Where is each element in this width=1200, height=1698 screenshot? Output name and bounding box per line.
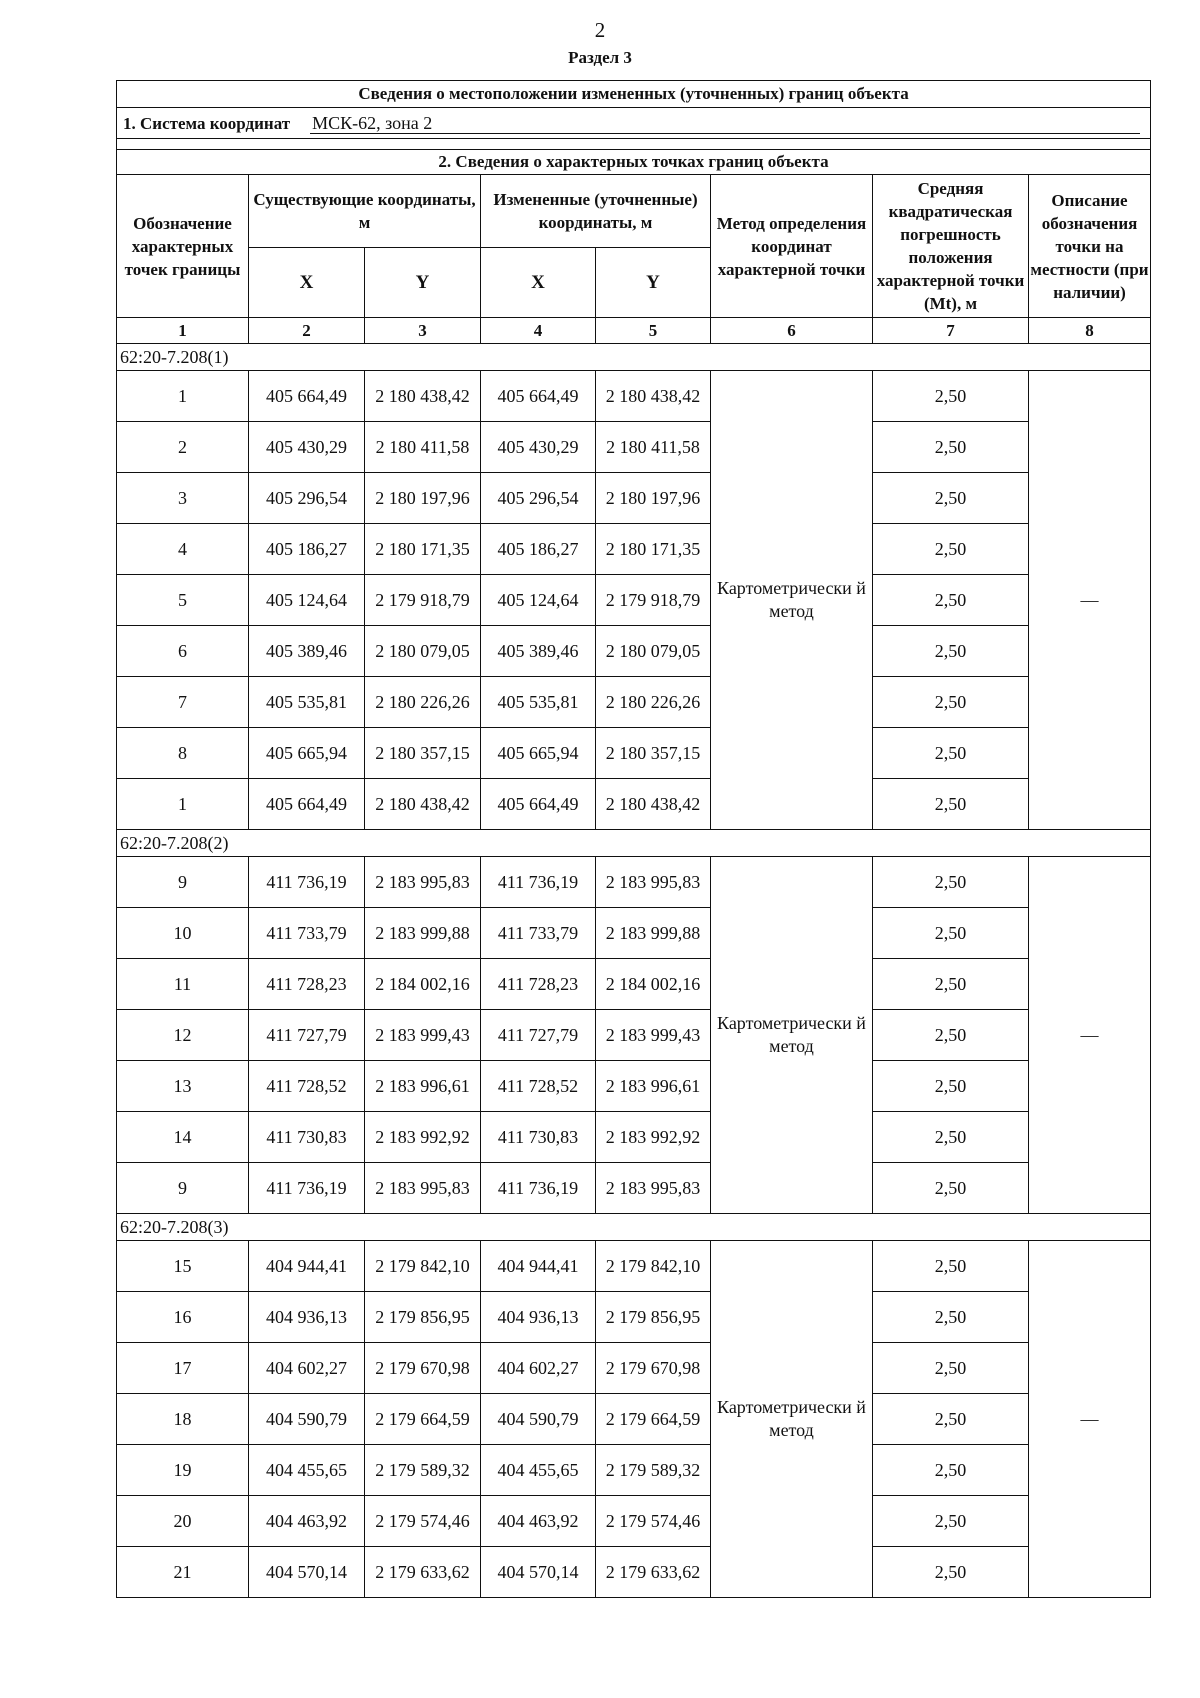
existing-x: 405 535,81 <box>249 677 365 728</box>
mean-square-error: 2,50 <box>873 1163 1029 1214</box>
changed-x: 404 570,14 <box>481 1547 596 1598</box>
point-number: 14 <box>117 1112 249 1163</box>
mean-square-error: 2,50 <box>873 1547 1029 1598</box>
point-number: 18 <box>117 1394 249 1445</box>
changed-y: 2 180 197,96 <box>596 473 711 524</box>
column-number: 3 <box>365 318 481 344</box>
existing-y: 2 180 226,26 <box>365 677 481 728</box>
mean-square-error: 2,50 <box>873 473 1029 524</box>
coordinate-system-value: МСК-62, зона 2 <box>310 113 1140 134</box>
header-existing-y: Y <box>365 248 481 318</box>
table-row <box>117 1292 1151 1343</box>
column-number: 1 <box>117 318 249 344</box>
existing-y: 2 183 996,61 <box>365 1061 481 1112</box>
table-row <box>117 677 1151 728</box>
point-number: 4 <box>117 524 249 575</box>
table-title: Сведения о местоположении измененных (уточненных) границ объекта <box>117 81 1151 108</box>
changed-y: 2 179 589,32 <box>596 1445 711 1496</box>
existing-y: 2 183 995,83 <box>365 857 481 908</box>
method-cell: Картометрически й метод <box>711 371 873 830</box>
existing-y: 2 180 079,05 <box>365 626 481 677</box>
column-number: 7 <box>873 318 1029 344</box>
point-number: 20 <box>117 1496 249 1547</box>
mean-square-error: 2,50 <box>873 371 1029 422</box>
existing-x: 411 727,79 <box>249 1010 365 1061</box>
changed-x: 404 944,41 <box>481 1241 596 1292</box>
existing-y: 2 183 999,88 <box>365 908 481 959</box>
changed-x: 411 727,79 <box>481 1010 596 1061</box>
changed-y: 2 180 357,15 <box>596 728 711 779</box>
changed-y: 2 180 226,26 <box>596 677 711 728</box>
mean-square-error: 2,50 <box>873 908 1029 959</box>
table-row <box>117 422 1151 473</box>
mean-square-error: 2,50 <box>873 626 1029 677</box>
existing-y: 2 183 999,43 <box>365 1010 481 1061</box>
point-number: 10 <box>117 908 249 959</box>
header-changed-y: Y <box>596 248 711 318</box>
header-point-designation: Обозначение характерных точек границы <box>117 175 249 318</box>
changed-y: 2 180 438,42 <box>596 779 711 830</box>
header-existing-x: X <box>249 248 365 318</box>
changed-y: 2 183 995,83 <box>596 857 711 908</box>
table-row <box>117 1343 1151 1394</box>
points-title: 2. Сведения о характерных точках границ объекта <box>117 150 1151 175</box>
table-row <box>117 371 1151 422</box>
changed-x: 404 590,79 <box>481 1394 596 1445</box>
changed-x: 411 736,19 <box>481 857 596 908</box>
point-number: 8 <box>117 728 249 779</box>
changed-y: 2 180 438,42 <box>596 371 711 422</box>
existing-x: 405 665,94 <box>249 728 365 779</box>
mean-square-error: 2,50 <box>873 1061 1029 1112</box>
existing-x: 411 736,19 <box>249 857 365 908</box>
table-row <box>117 1547 1151 1598</box>
table-row <box>117 575 1151 626</box>
table-row <box>117 1241 1151 1292</box>
spacer-row <box>117 139 1151 150</box>
existing-x: 404 455,65 <box>249 1445 365 1496</box>
existing-x: 405 664,49 <box>249 779 365 830</box>
table-row <box>117 908 1151 959</box>
column-number: 2 <box>249 318 365 344</box>
coordinates-table <box>116 80 1151 1598</box>
table-row <box>117 473 1151 524</box>
existing-y: 2 180 357,15 <box>365 728 481 779</box>
changed-x: 405 430,29 <box>481 422 596 473</box>
existing-x: 405 186,27 <box>249 524 365 575</box>
description-cell: — <box>1029 371 1151 830</box>
table-row <box>117 524 1151 575</box>
changed-y: 2 179 842,10 <box>596 1241 711 1292</box>
existing-y: 2 179 918,79 <box>365 575 481 626</box>
changed-y: 2 183 999,88 <box>596 908 711 959</box>
column-number: 4 <box>481 318 596 344</box>
point-number: 11 <box>117 959 249 1010</box>
existing-y: 2 183 992,92 <box>365 1112 481 1163</box>
point-number: 19 <box>117 1445 249 1496</box>
existing-x: 411 728,52 <box>249 1061 365 1112</box>
mean-square-error: 2,50 <box>873 1445 1029 1496</box>
group-name: 62:20-7.208(2) <box>117 830 1151 857</box>
existing-x: 411 733,79 <box>249 908 365 959</box>
point-number: 1 <box>117 779 249 830</box>
changed-y: 2 183 996,61 <box>596 1061 711 1112</box>
existing-y: 2 179 842,10 <box>365 1241 481 1292</box>
mean-square-error: 2,50 <box>873 575 1029 626</box>
existing-x: 411 728,23 <box>249 959 365 1010</box>
table-row <box>117 1112 1151 1163</box>
changed-x: 411 733,79 <box>481 908 596 959</box>
changed-x: 405 296,54 <box>481 473 596 524</box>
point-number: 1 <box>117 371 249 422</box>
existing-x: 411 736,19 <box>249 1163 365 1214</box>
changed-x: 411 728,23 <box>481 959 596 1010</box>
existing-x: 404 936,13 <box>249 1292 365 1343</box>
page-number: 2 <box>594 18 606 42</box>
table-row <box>117 1061 1151 1112</box>
header-method: Метод определения координат характерной точки <box>711 175 873 318</box>
description-cell: — <box>1029 857 1151 1214</box>
group-row <box>117 344 1151 371</box>
mean-square-error: 2,50 <box>873 422 1029 473</box>
table-row <box>117 1394 1151 1445</box>
column-number: 8 <box>1029 318 1151 344</box>
mean-square-error: 2,50 <box>873 1343 1029 1394</box>
existing-x: 405 664,49 <box>249 371 365 422</box>
point-number: 6 <box>117 626 249 677</box>
changed-x: 404 602,27 <box>481 1343 596 1394</box>
table-row <box>117 857 1151 908</box>
existing-y: 2 179 574,46 <box>365 1496 481 1547</box>
existing-y: 2 180 171,35 <box>365 524 481 575</box>
column-number: 5 <box>596 318 711 344</box>
method-cell: Картометрически й метод <box>711 1241 873 1598</box>
changed-y: 2 183 999,43 <box>596 1010 711 1061</box>
mean-square-error: 2,50 <box>873 1010 1029 1061</box>
changed-x: 404 455,65 <box>481 1445 596 1496</box>
changed-y: 2 179 664,59 <box>596 1394 711 1445</box>
point-number: 17 <box>117 1343 249 1394</box>
existing-y: 2 179 670,98 <box>365 1343 481 1394</box>
header-changed-x: X <box>481 248 596 318</box>
table-row <box>117 959 1151 1010</box>
existing-x: 404 463,92 <box>249 1496 365 1547</box>
table-row <box>117 1496 1151 1547</box>
group-name: 62:20-7.208(3) <box>117 1214 1151 1241</box>
changed-x: 411 728,52 <box>481 1061 596 1112</box>
existing-x: 404 602,27 <box>249 1343 365 1394</box>
existing-x: 404 590,79 <box>249 1394 365 1445</box>
table-row <box>117 1445 1151 1496</box>
mean-square-error: 2,50 <box>873 677 1029 728</box>
group-row <box>117 1214 1151 1241</box>
column-numbers-row <box>117 318 1151 344</box>
group-name: 62:20-7.208(1) <box>117 344 1151 371</box>
existing-y: 2 180 438,42 <box>365 371 481 422</box>
changed-y: 2 179 856,95 <box>596 1292 711 1343</box>
mean-square-error: 2,50 <box>873 1241 1029 1292</box>
header-changed-coordinates: Измененные (уточненные) координаты, м <box>481 175 711 248</box>
changed-x: 404 463,92 <box>481 1496 596 1547</box>
mean-square-error: 2,50 <box>873 524 1029 575</box>
point-number: 9 <box>117 1163 249 1214</box>
mean-square-error: 2,50 <box>873 728 1029 779</box>
point-number: 2 <box>117 422 249 473</box>
existing-x: 405 389,46 <box>249 626 365 677</box>
changed-y: 2 179 670,98 <box>596 1343 711 1394</box>
method-cell: Картометрически й метод <box>711 857 873 1214</box>
existing-y: 2 183 995,83 <box>365 1163 481 1214</box>
existing-y: 2 184 002,16 <box>365 959 481 1010</box>
changed-x: 405 186,27 <box>481 524 596 575</box>
mean-square-error: 2,50 <box>873 1112 1029 1163</box>
mean-square-error: 2,50 <box>873 1496 1029 1547</box>
point-number: 9 <box>117 857 249 908</box>
point-number: 16 <box>117 1292 249 1343</box>
changed-x: 405 124,64 <box>481 575 596 626</box>
existing-y: 2 179 633,62 <box>365 1547 481 1598</box>
changed-x: 405 664,49 <box>481 779 596 830</box>
coordinate-system-row <box>117 108 1151 139</box>
existing-y: 2 180 411,58 <box>365 422 481 473</box>
existing-x: 404 570,14 <box>249 1547 365 1598</box>
changed-y: 2 180 079,05 <box>596 626 711 677</box>
group-row <box>117 830 1151 857</box>
changed-x: 411 736,19 <box>481 1163 596 1214</box>
changed-y: 2 179 633,62 <box>596 1547 711 1598</box>
mean-square-error: 2,50 <box>873 857 1029 908</box>
existing-x: 405 124,64 <box>249 575 365 626</box>
existing-y: 2 179 856,95 <box>365 1292 481 1343</box>
point-number: 5 <box>117 575 249 626</box>
point-number: 21 <box>117 1547 249 1598</box>
header-existing-coordinates: Существующие координаты, м <box>249 175 481 248</box>
changed-x: 405 664,49 <box>481 371 596 422</box>
mean-square-error: 2,50 <box>873 959 1029 1010</box>
point-number: 12 <box>117 1010 249 1061</box>
point-number: 3 <box>117 473 249 524</box>
changed-x: 405 665,94 <box>481 728 596 779</box>
changed-y: 2 183 992,92 <box>596 1112 711 1163</box>
column-number: 6 <box>711 318 873 344</box>
existing-y: 2 179 589,32 <box>365 1445 481 1496</box>
existing-y: 2 179 664,59 <box>365 1394 481 1445</box>
mean-square-error: 2,50 <box>873 1292 1029 1343</box>
existing-y: 2 180 438,42 <box>365 779 481 830</box>
table-row <box>117 779 1151 830</box>
existing-x: 405 430,29 <box>249 422 365 473</box>
header-mean-square-error: Средняя квадратическая погрешность положения характерной точки (Mt), м <box>873 175 1029 318</box>
existing-x: 404 944,41 <box>249 1241 365 1292</box>
changed-y: 2 180 171,35 <box>596 524 711 575</box>
changed-y: 2 184 002,16 <box>596 959 711 1010</box>
existing-x: 411 730,83 <box>249 1112 365 1163</box>
changed-y: 2 183 995,83 <box>596 1163 711 1214</box>
existing-y: 2 180 197,96 <box>365 473 481 524</box>
table-row <box>117 626 1151 677</box>
point-number: 13 <box>117 1061 249 1112</box>
changed-y: 2 179 918,79 <box>596 575 711 626</box>
table-row <box>117 1010 1151 1061</box>
existing-x: 405 296,54 <box>249 473 365 524</box>
point-number: 15 <box>117 1241 249 1292</box>
changed-x: 404 936,13 <box>481 1292 596 1343</box>
mean-square-error: 2,50 <box>873 779 1029 830</box>
table-row <box>117 1163 1151 1214</box>
changed-x: 405 389,46 <box>481 626 596 677</box>
changed-y: 2 179 574,46 <box>596 1496 711 1547</box>
description-cell: — <box>1029 1241 1151 1598</box>
section-title: Раздел 3 <box>568 48 632 67</box>
header-description: Описание обозначения точки на местности (при наличии) <box>1029 175 1151 318</box>
mean-square-error: 2,50 <box>873 1394 1029 1445</box>
table-row <box>117 728 1151 779</box>
point-number: 7 <box>117 677 249 728</box>
coordinate-system-label: 1. Система координат <box>123 114 291 133</box>
changed-y: 2 180 411,58 <box>596 422 711 473</box>
changed-x: 405 535,81 <box>481 677 596 728</box>
changed-x: 411 730,83 <box>481 1112 596 1163</box>
